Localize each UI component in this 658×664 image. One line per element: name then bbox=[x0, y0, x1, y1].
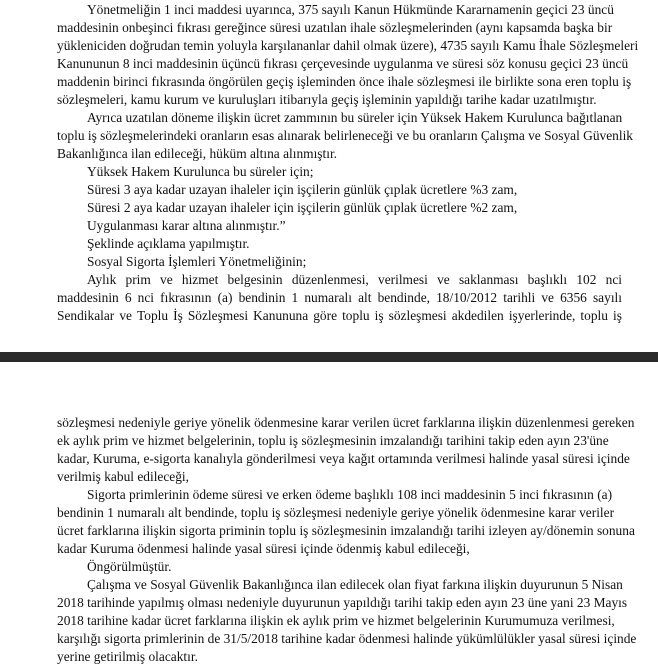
text-line: sözleşmeleri, kamu kurum ve kuruluşları itibarıyla geçiş işleminin yapıldığı tarihe kadar uzatılmıştır. bbox=[57, 92, 597, 107]
word: 102 bbox=[576, 272, 597, 287]
word: ve bbox=[119, 308, 132, 323]
text-line: Sosyal Sigorta İşlemleri Yönetmeliğinin; bbox=[87, 254, 307, 269]
word: Sözleşmesi bbox=[187, 308, 249, 323]
text-line: Uygulanması karar altına alınmıştır.” bbox=[87, 218, 286, 233]
word: 6356 bbox=[560, 290, 587, 305]
text-line: ücret farklarına ilişkin sigorta priminin toplu iş sözleşmesinin imzalandığı tarihi izleyen ay/dönemin sonuna bbox=[57, 523, 635, 538]
text-line-justified bbox=[87, 272, 622, 287]
word: saklanması bbox=[458, 272, 519, 287]
text-line: verilmiş kabul edileceği, bbox=[57, 469, 190, 484]
word: başlıklı bbox=[527, 272, 568, 287]
word: hizmet bbox=[181, 272, 219, 287]
text-line: 2018 tarihinde yapılmış olması nedeniyle duyurunun yapıldığı tarihi takip eden ayın 23 üne yani 23 Mayıs bbox=[57, 595, 628, 610]
word: bendinin bbox=[238, 290, 286, 305]
text-line: kadar, Kuruma, e-sigorta kanalıyla gönderilmesi veya kağıt ortamında verilmesi halinde yasal süresi içinde bbox=[57, 451, 630, 466]
text-line: maddenin birinci fıkrasında öngörülen geçiş işleminden önce ihale sözleşmesi ile birlikte sona eren toplu iş bbox=[57, 74, 632, 89]
text-line: Kanununun 8 inci maddesinin üçüncü fıkrası çerçevesinde uygulanma ve süresi söz konusu geçici 23 üncü bbox=[57, 56, 629, 71]
text-line: kadar Kuruma ödenmesi halinde yasal süresi içinde ödenmiş kabul edileceği, bbox=[57, 541, 470, 556]
word: işyerlerinde, bbox=[508, 308, 576, 323]
word: akdedilen bbox=[451, 308, 504, 323]
word: sözleşmesi bbox=[388, 308, 447, 323]
text-line: 2018 tarihine kadar ücret farklarına ilişkin ek aylık prim ve hizmet belgelerinin Kurumumuza verilmesi, bbox=[57, 613, 615, 628]
text-line: Çalışma ve Sosyal Güvenlik Bakanlığınca ilan edilecek olan fiyat farkına ilişkin duyurunun 5 Nisan bbox=[87, 577, 623, 592]
text-line: Süresi 3 aya kadar uzayan ihaleler için işçilerin günlük çıplak ücretlere %3 zam, bbox=[87, 182, 518, 197]
word: Toplu bbox=[137, 308, 169, 323]
text-line: ek aylık prim ve hizmet belgelerinin, toplu iş sözleşmesinin imzalandığı tarihini takip eden ayın 23'üne bbox=[57, 433, 609, 448]
word: numaralı bbox=[304, 290, 352, 305]
word: göre bbox=[313, 308, 338, 323]
word: sayılı bbox=[592, 290, 622, 305]
text-line: Yüksek Hakem Kurulunca bu süreler için; bbox=[87, 164, 314, 179]
text-line: Ayrıca uzatılan döneme ilişkin ücret zammının bu süreler için Yüksek Hakem Kurulunca bağıtlanan bbox=[87, 110, 623, 125]
text-line-justified bbox=[57, 308, 622, 323]
text-line: Şeklinde açıklama yapılmıştır. bbox=[87, 236, 250, 251]
word: Sendikalar bbox=[57, 308, 115, 323]
word: alt bbox=[358, 290, 372, 305]
word: iş bbox=[613, 308, 622, 323]
text-line: Sigorta primlerinin ödeme süresi ve erken ödeme başlıklı 108 inci maddesinin 5 inci fıkrasının (a) bbox=[87, 487, 613, 502]
text-line: bendinin 1 numaralı alt bendinde, toplu iş sözleşmesi nedeniyle geriye yönelik ödenmesine karar veriler bbox=[57, 505, 615, 520]
word: ve bbox=[160, 272, 173, 287]
word: nci bbox=[137, 290, 155, 305]
word: toplu bbox=[580, 308, 608, 323]
word: nci bbox=[605, 272, 622, 287]
word: belgesinin bbox=[227, 272, 283, 287]
word: bendinde, bbox=[377, 290, 430, 305]
word: Kanununa bbox=[253, 308, 309, 323]
text-line: Bakanlığınca ilan edileceği, hüküm altına alınmıştır. bbox=[57, 146, 338, 161]
word: iş bbox=[374, 308, 384, 323]
word: 6 bbox=[124, 290, 132, 305]
word: Aylık bbox=[87, 272, 117, 287]
word: ve bbox=[541, 290, 554, 305]
word: 1 bbox=[291, 290, 299, 305]
text-line: yerine getirilmiş olacaktır. bbox=[57, 649, 198, 664]
text-line: sözleşmesi nedeniyle geriye yönelik ödenmesine karar verilen ücret farklarına ilişkin düzenlenmesi gereken bbox=[57, 415, 635, 430]
word: ve bbox=[437, 272, 450, 287]
word: düzenlenmesi, bbox=[291, 272, 369, 287]
text-line: maddesinin onbeşinci fıkrası gereğince süresi uzatılan ihale sözleşmelerinden (aynı kapsamda başka bir bbox=[57, 20, 613, 35]
word: fıkrasının bbox=[160, 290, 212, 305]
word: verilmesi bbox=[378, 272, 428, 287]
page-break-divider bbox=[0, 352, 658, 362]
word: toplu bbox=[342, 308, 370, 323]
word: prim bbox=[125, 272, 151, 287]
text-line-justified bbox=[57, 290, 622, 305]
word: 18/10/2012 bbox=[436, 290, 498, 305]
word: (a) bbox=[217, 290, 233, 305]
word: tarihli bbox=[503, 290, 536, 305]
word: İş bbox=[173, 308, 183, 323]
text-line: Yönetmeliğin 1 inci maddesi uyarınca, 375 sayılı Kanun Hükmünde Kararnamenin geçici 23 üncü bbox=[87, 2, 614, 17]
text-line: toplu iş sözleşmelerindeki oranların esas alınarak belirleneceği ve bu oranların Çalışma ve Sosyal Güvenlik bbox=[57, 128, 633, 143]
text-line: Süresi 2 aya kadar uzayan ihaleler için işçilerin günlük çıplak ücretlere %2 zam, bbox=[87, 200, 518, 215]
text-line: Öngörülmüştür. bbox=[87, 559, 172, 574]
word: maddesinin bbox=[57, 290, 119, 305]
text-line: karşılığı sigorta primlerinin de 31/5/2018 tarihine kadar ödenmesi halinde yükümlülükler yasal süresi içinde bbox=[57, 631, 637, 646]
text-line: yükleniciden doğrudan temin yoluyla karşılananlar dahil olmak üzere), 4735 sayılı Kamu İhale Sözleşmeleri bbox=[57, 38, 639, 53]
